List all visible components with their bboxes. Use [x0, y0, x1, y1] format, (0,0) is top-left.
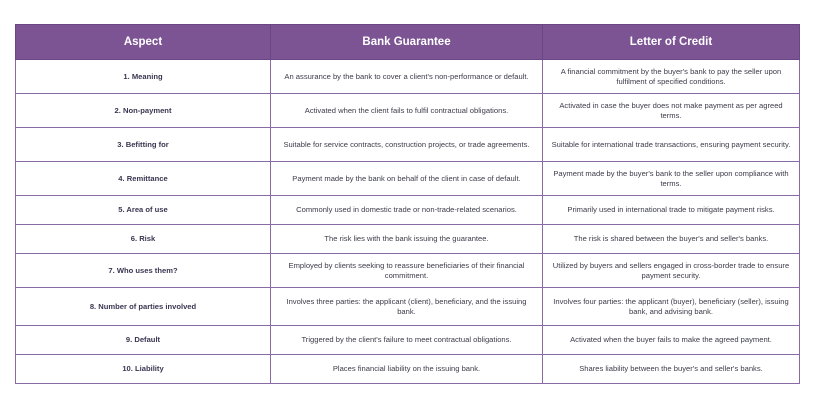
table-row — [16, 60, 800, 94]
letter-of-credit-cell: The risk is shared between the buyer's and seller's banks. — [543, 225, 800, 254]
table-row — [16, 326, 800, 355]
aspect-cell: 9. Default — [16, 326, 271, 355]
table-row — [16, 162, 800, 196]
aspect-cell: 10. Liability — [16, 355, 271, 384]
letter-of-credit-cell: Activated when the buyer fails to make the agreed payment. — [543, 326, 800, 355]
table-body — [16, 60, 800, 384]
aspect-cell: 7. Who uses them? — [16, 254, 271, 288]
bank-guarantee-cell: An assurance by the bank to cover a client's non-performance or default. — [271, 60, 543, 94]
letter-of-credit-cell: A financial commitment by the buyer's bank to pay the seller upon fulfilment of specified conditions. — [543, 60, 800, 94]
header-row — [16, 25, 800, 60]
letter-of-credit-cell: Shares liability between the buyer's and seller's banks. — [543, 355, 800, 384]
bank-guarantee-cell: Activated when the client fails to fulfil contractual obligations. — [271, 94, 543, 128]
letter-of-credit-cell: Payment made by the buyer's bank to the seller upon compliance with terms. — [543, 162, 800, 196]
bank-guarantee-cell: Commonly used in domestic trade or non-trade-related scenarios. — [271, 196, 543, 225]
aspect-cell: 5. Area of use — [16, 196, 271, 225]
table-row — [16, 254, 800, 288]
table-row — [16, 288, 800, 326]
bank-guarantee-cell: Employed by clients seeking to reassure beneficiaries of their financial commitment. — [271, 254, 543, 288]
aspect-cell: 2. Non-payment — [16, 94, 271, 128]
table-row — [16, 94, 800, 128]
table-header — [16, 25, 800, 60]
table-row — [16, 196, 800, 225]
header-aspect: Aspect — [16, 25, 271, 60]
bank-guarantee-cell: Places financial liability on the issuing bank. — [271, 355, 543, 384]
letter-of-credit-cell: Primarily used in international trade to mitigate payment risks. — [543, 196, 800, 225]
letter-of-credit-cell: Utilized by buyers and sellers engaged in cross-border trade to ensure payment security. — [543, 254, 800, 288]
aspect-cell: 8. Number of parties involved — [16, 288, 271, 326]
aspect-cell: 3. Befitting for — [16, 128, 271, 162]
header-bank-guarantee: Bank Guarantee — [271, 25, 543, 60]
letter-of-credit-cell: Suitable for international trade transactions, ensuring payment security. — [543, 128, 800, 162]
comparison-table — [15, 24, 800, 384]
bank-guarantee-cell: Triggered by the client's failure to meet contractual obligations. — [271, 326, 543, 355]
bank-guarantee-cell: Suitable for service contracts, construction projects, or trade agreements. — [271, 128, 543, 162]
bank-guarantee-cell: Involves three parties: the applicant (client), beneficiary, and the issuing bank. — [271, 288, 543, 326]
comparison-table-container — [15, 24, 799, 384]
header-letter-of-credit: Letter of Credit — [543, 25, 800, 60]
table-row — [16, 128, 800, 162]
letter-of-credit-cell: Involves four parties: the applicant (buyer), beneficiary (seller), issuing bank, and advising bank. — [543, 288, 800, 326]
aspect-cell: 1. Meaning — [16, 60, 271, 94]
table-row — [16, 355, 800, 384]
table-row — [16, 225, 800, 254]
letter-of-credit-cell: Activated in case the buyer does not make payment as per agreed terms. — [543, 94, 800, 128]
aspect-cell: 6. Risk — [16, 225, 271, 254]
bank-guarantee-cell: The risk lies with the bank issuing the guarantee. — [271, 225, 543, 254]
bank-guarantee-cell: Payment made by the bank on behalf of the client in case of default. — [271, 162, 543, 196]
aspect-cell: 4. Remittance — [16, 162, 271, 196]
